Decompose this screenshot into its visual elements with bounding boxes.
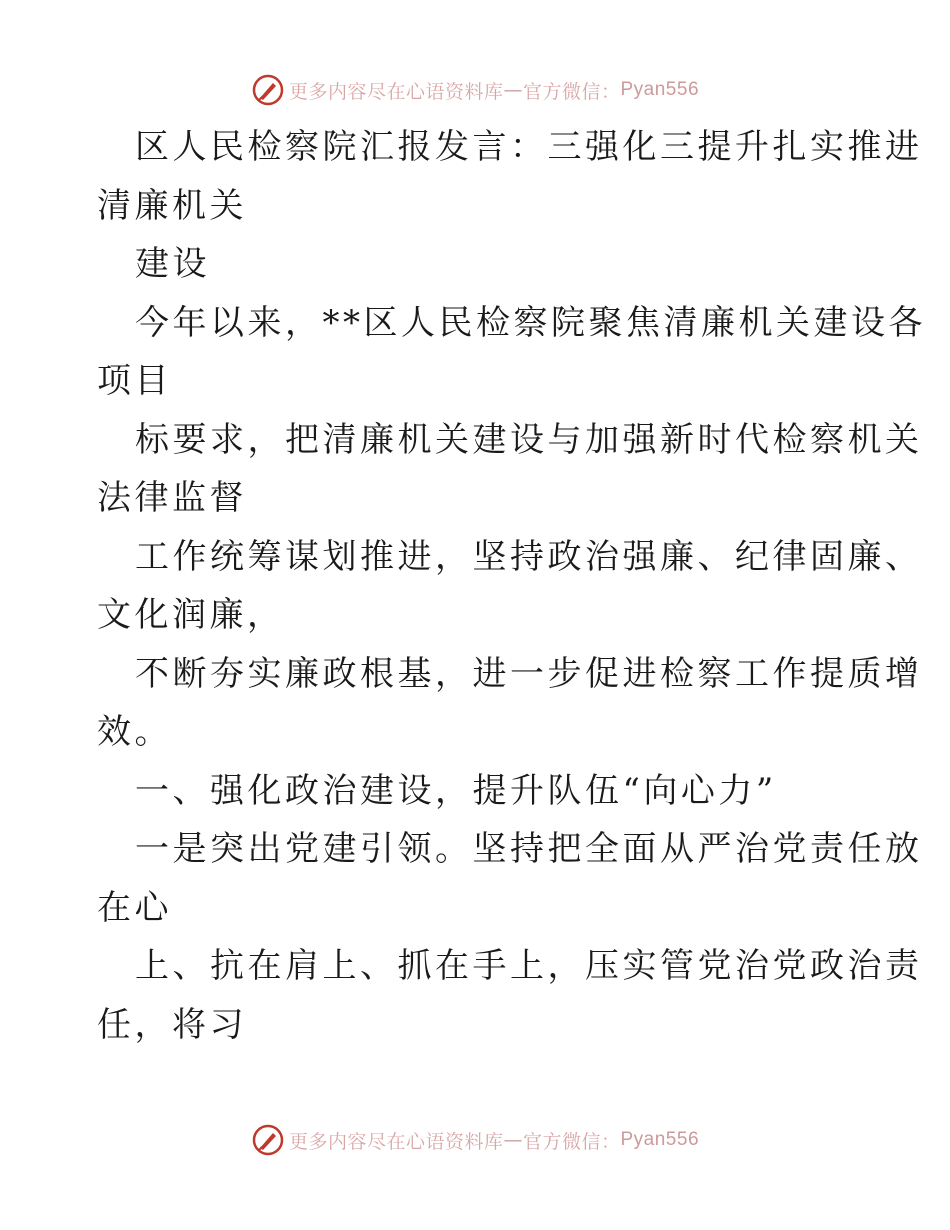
pen-logo-icon [251,1123,285,1157]
paragraph-line: 效。 [97,712,172,752]
watermark-dash: — [503,79,523,101]
paragraph-line: 法律监督 [97,478,247,518]
watermark-text: 更多内容尽在心语资料库 [288,80,504,103]
watermark-footer [0,1120,950,1160]
paragraph-line: 项目 [97,361,172,401]
watermark-text: 更多内容尽在心语资料库 [288,1130,504,1153]
paragraph-line: 任，将习 [97,1004,247,1045]
paragraph-line: 文化润廉， [97,595,285,635]
title-line-1: 区人民检察院汇报发言：三强化三提升扎实推进 [135,127,923,167]
watermark-dash: — [503,1129,523,1151]
watermark-wechat-id: Pyan556 [620,1129,700,1150]
title-line-2: 清廉机关 [97,185,247,226]
paragraph-line: 今年以来，**区人民检察院聚焦清廉机关建设各 [135,302,926,343]
paragraph-line: 上、抗在肩上、抓在手上，压实管党治党政治责 [135,946,923,986]
document-body [97,118,926,1054]
paragraph-line: 不断夯实廉政根基，进一步促进检察工作提质增 [135,653,923,694]
title-line-3: 建设 [135,244,210,284]
watermark-header [0,70,950,110]
section-heading: 一、强化政治建设，提升队伍“向心力” [135,770,777,811]
paragraph-line: 工作统筹谋划推进，坚持政治强廉、纪律固廉、 [135,536,923,577]
paragraph-line: 在心 [97,887,172,928]
paragraph-line: 一是突出党建引领。坚持把全面从严治党责任放 [135,829,923,869]
paragraph-line: 标要求，把清廉机关建设与加强新时代检察机关 [135,419,923,460]
pen-logo-icon [251,73,285,107]
watermark-wechat-id: Pyan556 [620,79,700,100]
watermark-wechat-label: 官方微信： [522,80,621,103]
watermark-wechat-label: 官方微信： [522,1130,621,1153]
